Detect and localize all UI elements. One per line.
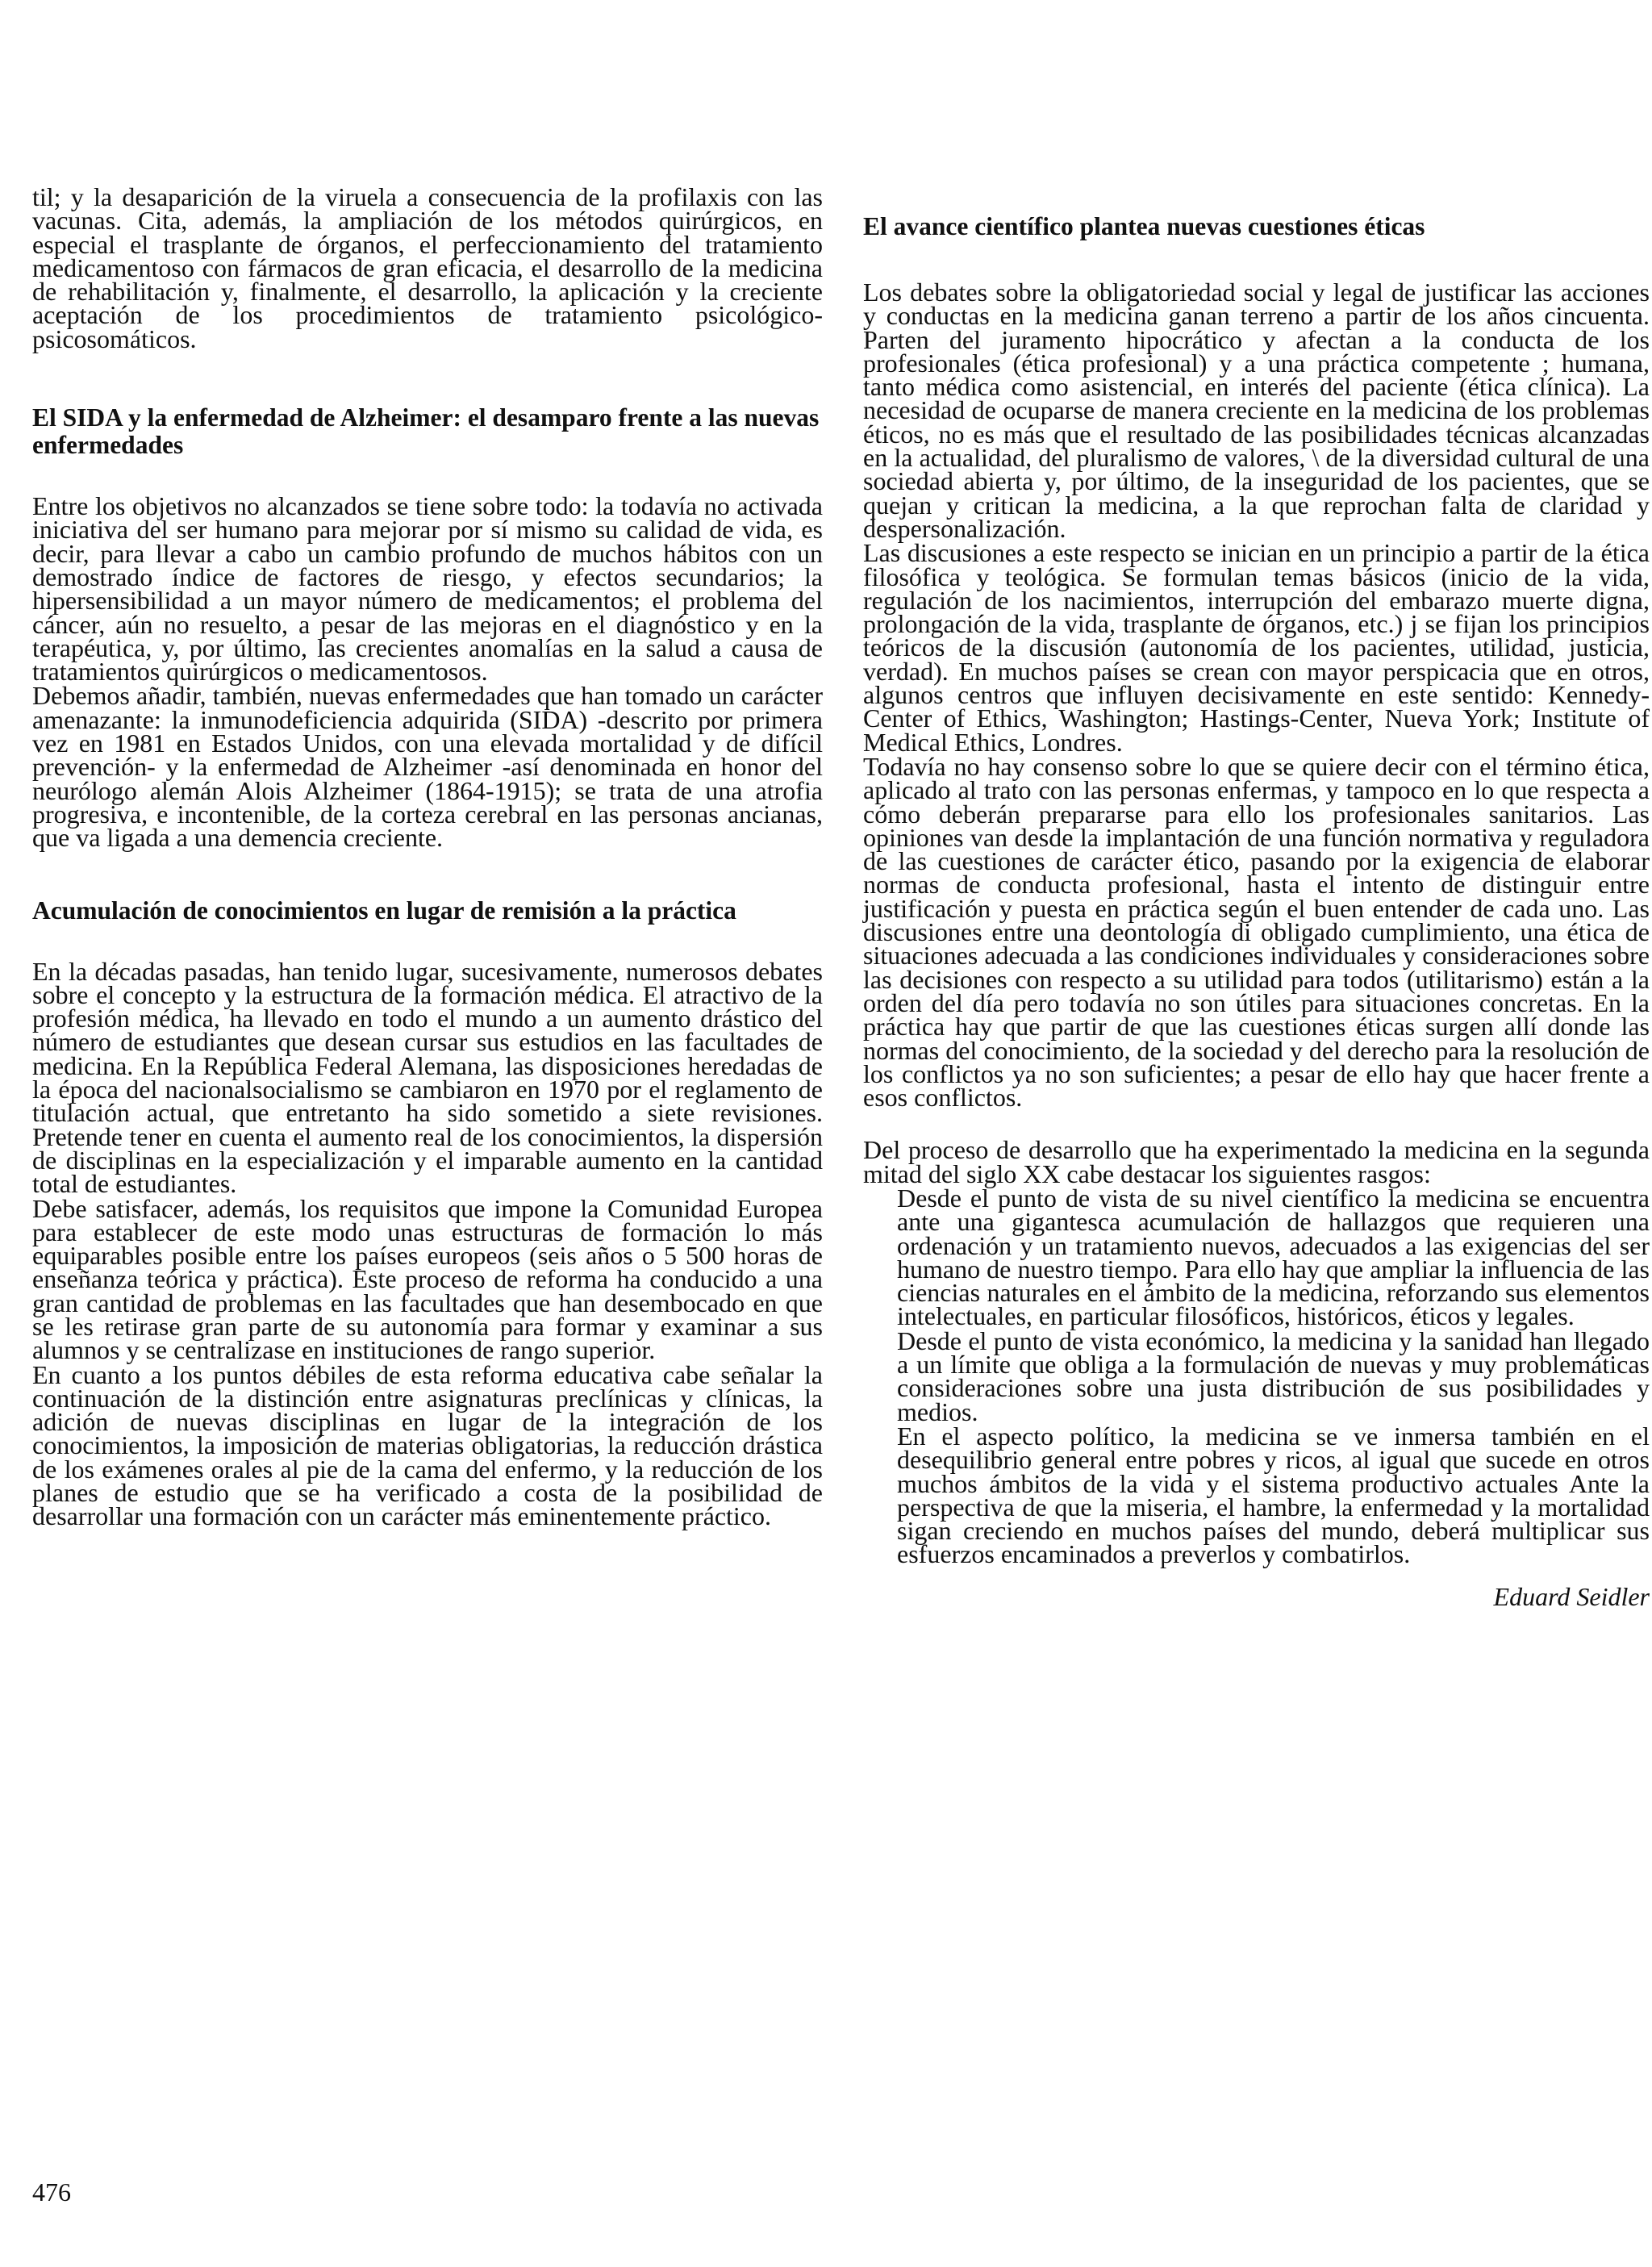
paragraph: Los debates sobre la obligatoriedad social y legal de justificar las acciones y conductas en la medicina ganan terreno a partir de los años cincuenta. Parten del juramento hipocrático y afectan a la conducta de los profesionales (ética profesional) y a una práctica competente ; humana, tanto médica como asistencial, en interés del paciente (ética clínica). La necesidad de ocuparse de manera creciente en la medicina de los problemas éticos, no es más que el resultado de las posibilidades técnicas alcanzadas en la actualidad, del pluralismo de valores, \ de la diversidad cultural de una sociedad abierta y, por último, de la inseguridad de los pacientes, que se quejan y critican la medicina, a la que reprochan falta de claridad y despersonalización.	[863, 278, 1650, 543]
paragraph: En la décadas pasadas, han tenido lugar, sucesivamente, numerosos debates sobre el concepto y la estructura de la formación médica. El atractivo de la profesión médica, ha llevado en todo el mundo a un aumento drástico del número de estudiantes que desean cursar sus estudios en las facultades de medicina. En la República Federal Alemana, las disposiciones heredadas de la época del nacionalsocialismo se cambiaron en 1970 por el reglamento de titulación actual, que entretanto ha sido sometido a siete revisiones. Pretende tener en cuenta el aumento real de los conocimientos, la dispersión de disciplinas en la especialización y el imparable aumento en la cantidad total de estudiantes.	[32, 956, 823, 1199]
right-column	[863, 186, 1650, 1610]
list-item: Desde el punto de vista de su nivel científico la medicina se encuentra ante una gigantesca acumulación de hallazgos que requieren una ordenación y un tratamiento nuevos, adecuados a las exigencias del ser humano de nuestro tiempo. Para ello hay que ampliar la influencia de las ciencias naturales en el ámbito de la medicina, reforzando sus elementos intelectuales, en particular filosóficos, históricos, éticos y legales.	[897, 1183, 1650, 1331]
paragraph: Las discusiones a este respecto se inician en un principio a partir de la ética filosófica y teológica. Se formulan temas básicos (inicio de la vida, regulación de los nacimientos, interrupción del embarazo muerte digna, prolongación de la vida, trasplante de órganos, etc.) j se fijan los principios teóricos de la discusión (autonomía de los pacientes, utilidad, justicia, verdad). En muchos países se crean con mayor perspicacia que en otros, algunos centros que influyen decisivamente en este sentido: Kennedy-Center of Ethics, Washington; Hastings-Center, Nueva York; Institute of Medical Ethics, Londres.	[863, 538, 1650, 757]
section-heading-acumulacion: Acumulación de conocimientos en lugar de remisión a la práctica	[32, 896, 736, 925]
section-heading-sida-alzheimer: El SIDA y la enfermedad de Alzheimer: el desamparo frente a las nuevas enfermedades	[32, 403, 820, 460]
feature-list	[863, 1183, 1650, 1569]
page-number: 476	[32, 2177, 71, 2206]
paragraph: Todavía no hay consenso sobre lo que se quiere decir con el término ética, aplicado al trato con las personas enfermas, y tampoco en lo que respecta a cómo deberán prepararse para ello los profesionales sanitarios. Las opiniones van desde la implantación de una función normativa y reguladora de las cuestiones de carácter ético, pasando por la exigencia de elaborar normas de conducta profesional, hasta el intento de distinguir entre justificación y puesta en práctica según el buen entender de cada uno. Las discusiones entre una deontología di obligado cumplimiento, una ética de situaciones adecuada a las condiciones individuales y consideraciones sobre las decisiones con respecto a su utilidad para todos (utilitarismo) están a la orden del día pero todavía no son útiles para situaciones concretas. En la práctica hay que partir de que las cuestiones éticas surgen allí donde las normas del conocimiento, de la sociedad y del derecho para la resolución de los conflictos ya no son suficientes; a pesar de ello hay que hacer frente a esos conflictos.	[863, 751, 1650, 1113]
section-heading-avance-etico: El avance científico plantea nuevas cuestiones éticas	[863, 212, 1425, 240]
paragraph: Del proceso de desarrollo que ha experimentado la medicina en la segunda mitad del siglo XX cabe destacar los siguientes rasgos:	[863, 1135, 1650, 1188]
paragraph: Debe satisfacer, además, los requisitos que impone la Comunidad Europea para establecer de este modo unas estructuras de formación lo más equiparables posible entre los países europeos (seis años o 5 500 horas de enseñanza teórica y práctica). Este proceso de reforma ha conducido a una gran cantidad de problemas en las facultades que han desembocado en que se les retirase gran parte de su autonomía para formar y examinar a sus alumnos y se centralizase en instituciones de rango superior.	[32, 1193, 823, 1365]
paragraph: Entre los objetivos no alcanzados se tiene sobre todo: la todavía no activada iniciativa del ser humano para mejorar por sí mismo su calidad de vida, es decir, para llevar a cabo un cambio profundo de muchos hábitos con un demostrado índice de factores de riesgo, y efectos secundarios; la hipersensibilidad a un mayor número de medicamentos; el problema del cáncer, aún no resuelto, a pesar de las mejoras en el diagnóstico y en la terapéutica, y, por último, las crecientes anomalías en la salud a causa de tratamientos quirúrgicos o medicamentosos.	[32, 491, 823, 687]
list-item: Desde el punto de vista económico, la medicina y la sanidad han llegado a un límite que obliga a la formulación de nuevas y muy problemáticas consideraciones sobre una justa distribución de sus posibilidades y medios.	[897, 1326, 1650, 1426]
author-signature: Eduard Seidler	[1493, 1581, 1650, 1611]
paragraph: En cuanto a los puntos débiles de esta reforma educativa cabe señalar la continuación de la distinción entre asignaturas preclínicas y clínicas, la adición de nuevas disciplinas en lugar de la integración de los conocimientos, la imposición de materias obligatorias, la reducción drástica de los exámenes orales al pie de la cama del enfermo, y la reducción de los planes de estudio que se ha verificado a costa de la posibilidad de desarrollar una formación con un carácter más eminentemente práctico.	[32, 1359, 823, 1531]
paragraph: Debemos añadir, también, nuevas enfermedades que han tomado un carácter amenazante: la inmunodeficiencia adquirida (SIDA) -descrito por primera vez en 1981 en Estados Unidos, con una elevada mortalidad y de difícil prevención- y la enfermedad de Alzheimer -así denominada en honor del neurólogo alemán Alois Alzheimer (1864-1915); se trata de una atrofia progresiva, e incontenible, de la corteza cerebral en las personas ancianas, que va ligada a una demencia creciente.	[32, 681, 823, 853]
paragraph: til; y la desaparición de la viruela a consecuencia de la profilaxis con las vacunas. Cita, además, la ampliación de los métodos quirúrgicos, en especial el trasplante de órganos, el perfeccionamiento del tratamiento medicamentoso con fármacos de gran eficacia, el desarrollo de la medicina de rehabilitación y, finalmente, el desarrollo, la aplicación y la creciente aceptación de los procedimientos de tratamiento psicológico-psicosomáticos.	[32, 182, 823, 353]
left-column	[32, 182, 823, 1531]
list-item: En el aspecto político, la medicina se ve inmersa también en el desequilibrio general entre pobres y ricos, al igual que sucede en otros muchos ámbitos de la vida y el sistema productivo actuales Ante la perspectiva de que la miseria, el hambre, la enfermedad y la mortalidad sigan creciendo en muchos países del mundo, deberá multiplicar sus esfuerzos encaminados a preverlos y combatirlos.	[897, 1421, 1650, 1569]
